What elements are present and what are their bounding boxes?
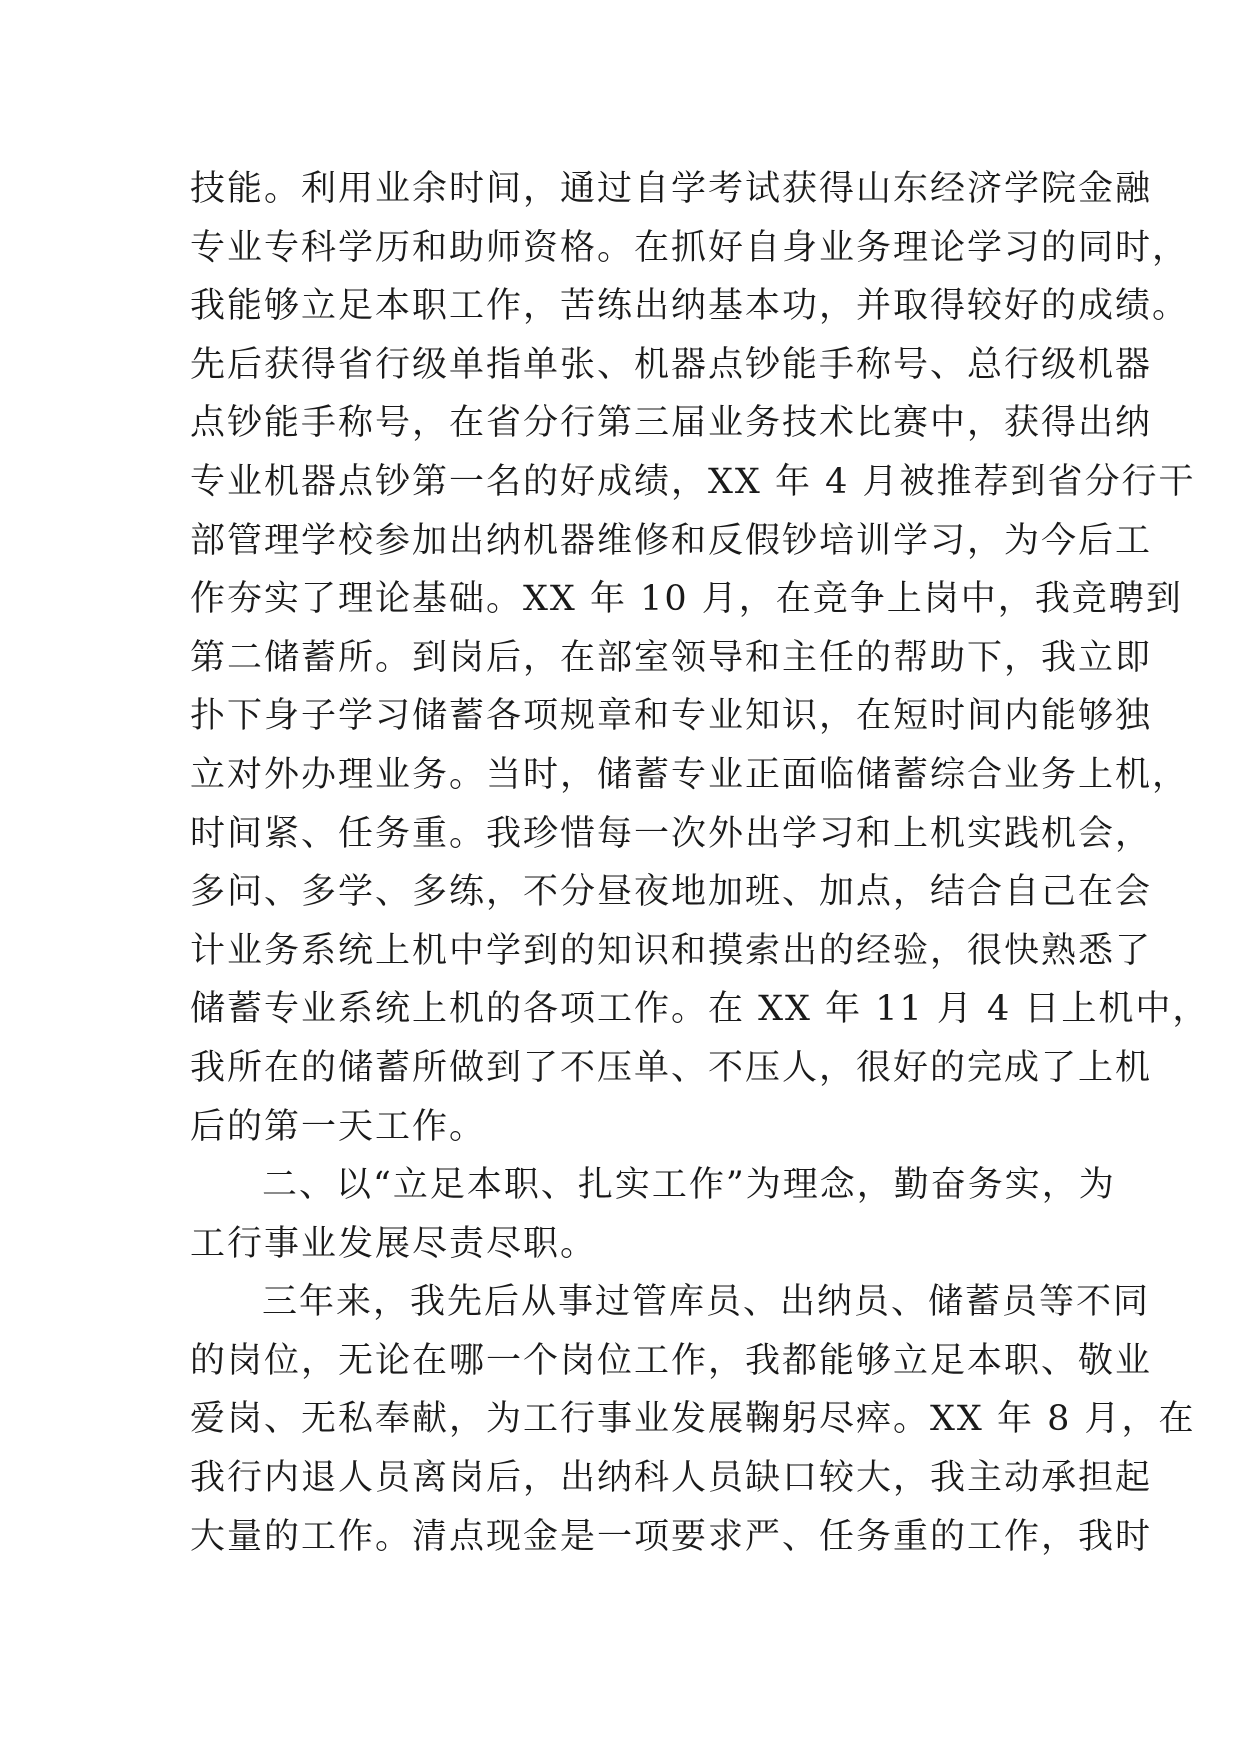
- text-line: 第二储蓄所。到岗后，在部室领导和主任的帮助下，我立即: [190, 637, 1153, 678]
- text-line: 专业专科学历和助师资格。在抓好自身业务理论学习的同时，: [190, 227, 1190, 268]
- text-line: 作夯实了理论基础。XX 年 10 月，在竞争上岗中，我竞聘到: [190, 579, 1183, 620]
- section-heading-line: 工行事业发展尽责尽职。: [190, 1223, 598, 1264]
- text-line: 我行内退人员离岗后，出纳科人员缺口较大，我主动承担起: [190, 1458, 1153, 1499]
- text-line: 多问、多学、多练，不分昼夜地加班、加点，结合自己在会: [190, 872, 1153, 913]
- text-line: 储蓄专业系统上机的各项工作。在 XX 年 11 月 4 日上机中，: [190, 989, 1210, 1030]
- text-line: 后的第一天工作。: [190, 1106, 487, 1147]
- text-line: 我能够立足本职工作，苦练出纳基本功，并取得较好的成绩。: [190, 286, 1190, 327]
- text-line: 立对外办理业务。当时，储蓄专业正面临储蓄综合业务上机，: [190, 754, 1190, 795]
- text-line: 爱岗、无私奉献，为工行事业发展鞠躬尽瘁。XX 年 8 月，在: [190, 1399, 1196, 1440]
- text-line: 我所在的储蓄所做到了不压单、不压人，很好的完成了上机: [190, 1047, 1153, 1088]
- text-line: 先后获得省行级单指单张、机器点钞能手称号、总行级机器: [190, 344, 1153, 385]
- text-line: 部管理学校参加出纳机器维修和反假钞培训学习，为今后工: [190, 520, 1153, 561]
- text-line: 的岗位，无论在哪一个岗位工作，我都能够立足本职、敬业: [190, 1340, 1153, 1381]
- text-line: 扑下身子学习储蓄各项规章和专业知识，在短时间内能够独: [190, 696, 1153, 737]
- text-line: 专业机器点钞第一名的好成绩，XX 年 4 月被推荐到省分行干: [190, 461, 1196, 502]
- text-line: 三年来，我先后从事过管库员、出纳员、储蓄员等不同: [262, 1282, 1151, 1323]
- text-line: 计业务系统上机中学到的知识和摸索出的经验，很快熟悉了: [190, 930, 1153, 971]
- body-text: [190, 160, 1210, 1566]
- text-line: 大量的工作。清点现金是一项要求严、任务重的工作，我时: [190, 1516, 1153, 1557]
- text-line: 时间紧、任务重。我珍惜每一次外出学习和上机实践机会，: [190, 813, 1153, 854]
- text-line: 技能。利用业余时间，通过自学考试获得山东经济学院金融: [190, 169, 1153, 209]
- text-line: 点钞能手称号，在省分行第三届业务技术比赛中，获得出纳: [190, 403, 1153, 444]
- section-heading-line: 二、以“立足本职、扎实工作”为理念，勤奋务实，为: [262, 1165, 1116, 1206]
